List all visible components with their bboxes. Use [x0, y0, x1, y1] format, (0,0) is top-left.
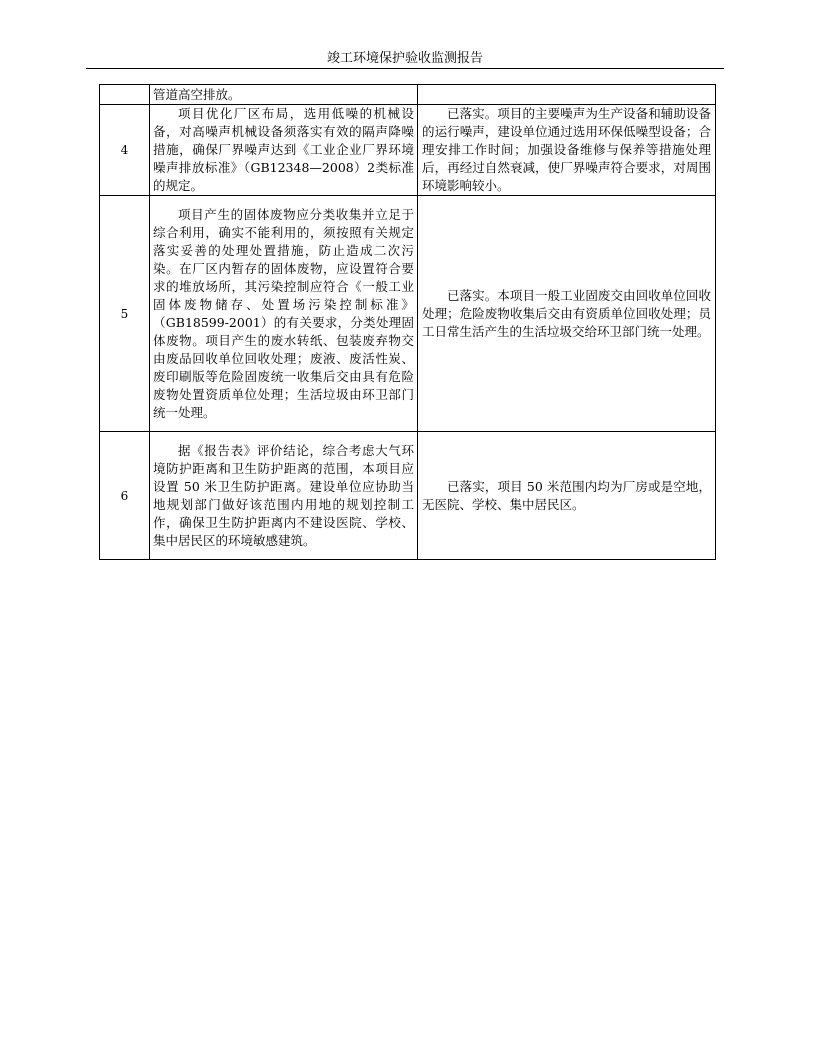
- acceptance-table: [99, 84, 716, 560]
- requirement-cell: [150, 432, 418, 560]
- table-row: [100, 196, 716, 432]
- status-text: 已落实，项目 50 米范围内均为厂房或是空地，无医院、学校、集中居民区。: [422, 478, 711, 512]
- requirement-cell: [150, 196, 418, 432]
- requirement-text: 管道高空排放。: [153, 86, 241, 102]
- requirement-text: 据《报告表》评价结论，综合考虑大气环境防护距离和卫生防护距离的范围，本项目应设置 50 米卫生防护距离。建设单位应协助当地规划部门做好该范围内用地的规划控制工作，确保卫生防护距离内不建设医院、学校、集中居民区的环境敏感建筑。: [153, 442, 414, 548]
- row-number: 5: [100, 196, 150, 432]
- header-rule: [86, 68, 724, 69]
- requirement-text: 项目产生的固体废物应分类收集并立足于综合利用，确实不能利用的，须按照有关规定落实妥善的处理处置措施，防止造成二次污染。在厂区内暂存的固体废物，应设置符合要求的堆放场所，其污染控制应符合《一般工业固体废物储存、处置场污染控制标准》（GB18599-2001）的有关要求，分类处理固体废物。项目产生的废水转纸、包装废弃物交由废品回收单位回收处理；废液、废活性炭、废印刷版等危险固废统一收集后交由具有危险废物处置资质单位处理；生活垃圾由环卫部门统一处理。: [153, 206, 414, 420]
- table-row: [100, 105, 716, 196]
- row-number: 4: [100, 105, 150, 196]
- table-row: [100, 432, 716, 560]
- page-header-title: 竣工环境保护验收监测报告: [326, 51, 483, 66]
- status-cell: [418, 85, 716, 105]
- status-cell: [418, 105, 716, 196]
- requirement-text: 项目优化厂区布局，选用低噪的机械设备，对高噪声机械设备须落实有效的隔声降噪措施，确保厂界噪声达到《工业企业厂界环境噪声排放标准》（GB12348—2008）2类标准的规定。: [153, 106, 414, 193]
- table-row: [100, 85, 716, 105]
- status-cell: [418, 196, 716, 432]
- requirement-cell: [150, 105, 418, 196]
- status-cell: [418, 432, 716, 560]
- row-number: 6: [100, 432, 150, 560]
- requirement-cell: [150, 85, 418, 105]
- status-text: 已落实。本项目一般工业固废交由回收单位回收处理；危险废物收集后交由有资质单位回收处理；员工日常生活产生的生活垃圾交给环卫部门统一处理。: [422, 287, 711, 339]
- status-text: 已落实。项目的主要噪声为生产设备和辅助设备的运行噪声，建设单位通过选用环保低噪型设备；合理安排工作时间；加强设备维修与保养等措施处理后，再经过自然衰减，使厂界噪声符合要求，对周围环境影响较小。: [422, 106, 711, 193]
- row-number: [100, 85, 150, 105]
